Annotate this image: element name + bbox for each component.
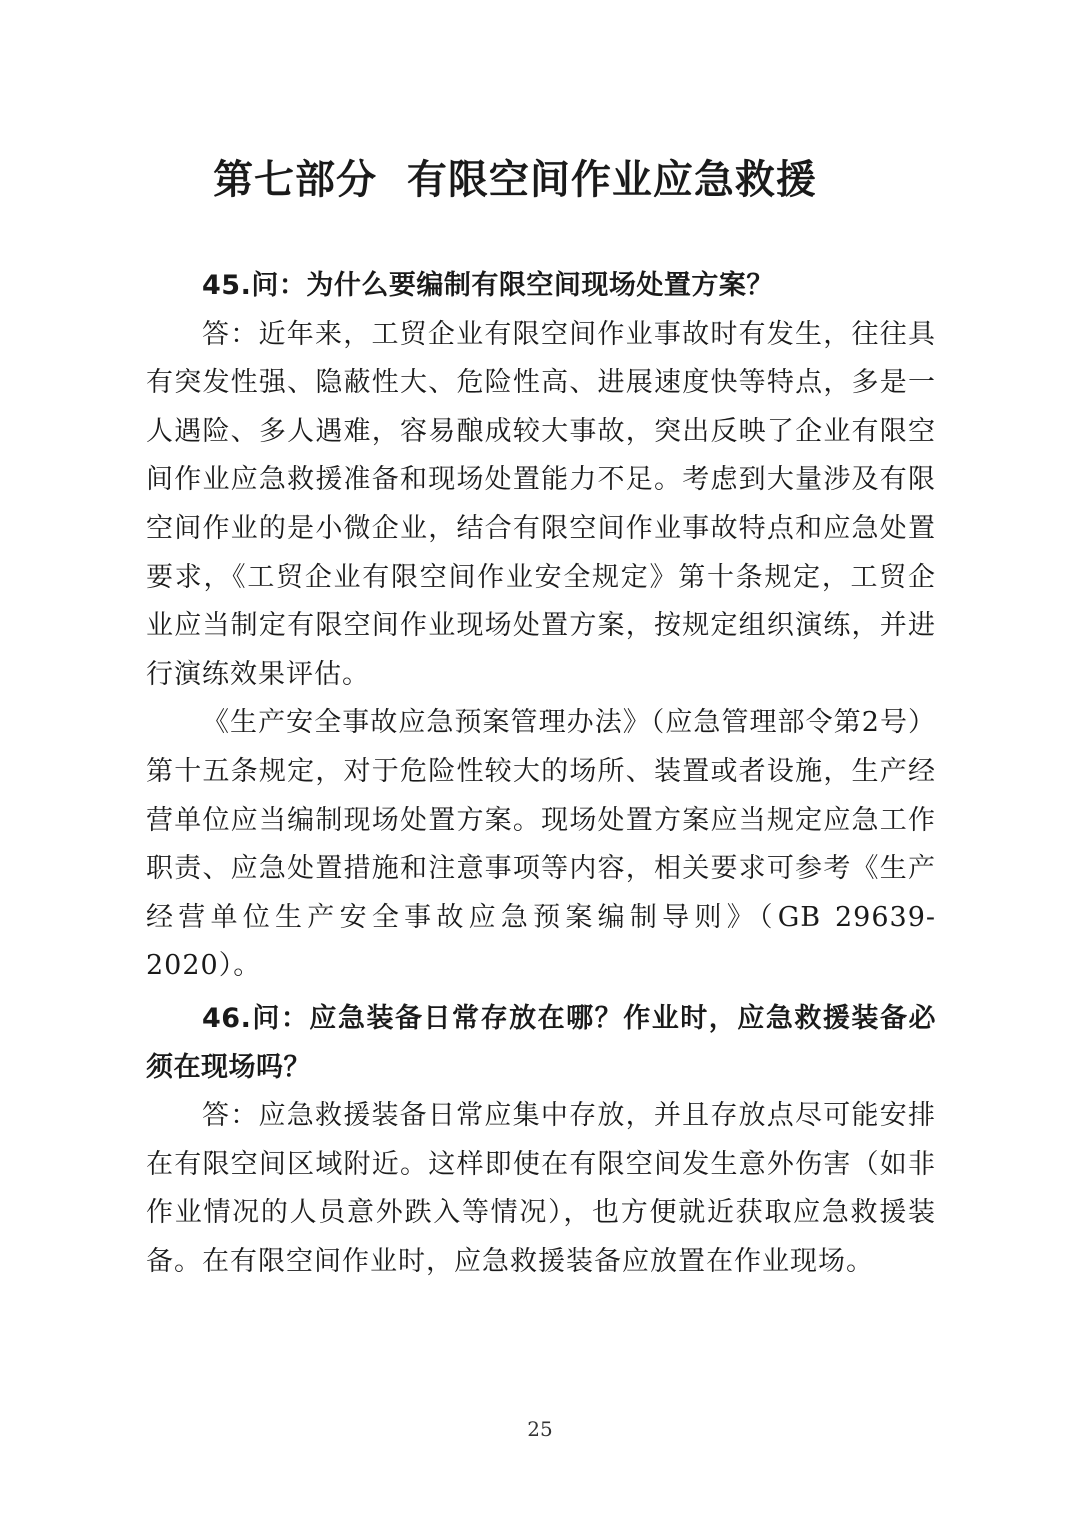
qa-section-45 [146,262,936,991]
answer-paragraph: 答：应急救援装备日常应集中存放，并且存放点尽可能安排在有限空间区域附近。这样即使在有限空间发生意外伤害（如非作业情况的人员意外跌入等情况），也方便就近获取应急救援装备。在有限空间作业时，应急救援装备应放置在作业现场。 [146,1100,936,1277]
answer-paragraph: 答：近年来，工贸企业有限空间作业事故时有发生，往往具有突发性强、隐蔽性大、危险性高、进展速度快等特点，多是一人遇险、多人遇难，容易酿成较大事故，突出反映了企业有限空间作业应急救援准备和现场处置能力不足。考虑到大量涉及有限空间作业的是小微企业，结合有限空间作业事故特点和应急处置要求，《工贸企业有限空间作业安全规定》第十条规定，工贸企业应当制定有限空间作业现场处置方案，按规定组织演练，并进行演练效果评估。 [146,318,936,690]
qa-section-46 [146,995,936,1287]
question-heading: 45.问：为什么要编制有限空间现场处置方案？ [202,270,774,301]
answer-paragraph: 《生产安全事故应急预案管理办法》（应急管理部令第2号）第十五条规定，对于危险性较大的场所、装置或者设施，生产经营单位应当编制现场处置方案。现场处置方案应当规定应急工作职责、应急处置措施和注意事项等内容，相关要求可参考《生产经营单位生产安全事故应急预案编制导则》（GB 29639-2020）。 [146,707,936,982]
document-body [146,262,936,1286]
page-title: 第七部分 有限空间作业应急救援 [213,156,817,203]
question-heading: 46.问：应急装备日常存放在哪？作业时，应急救援装备必须在现场吗？ [146,1002,936,1083]
page-number: 25 [527,1417,553,1441]
